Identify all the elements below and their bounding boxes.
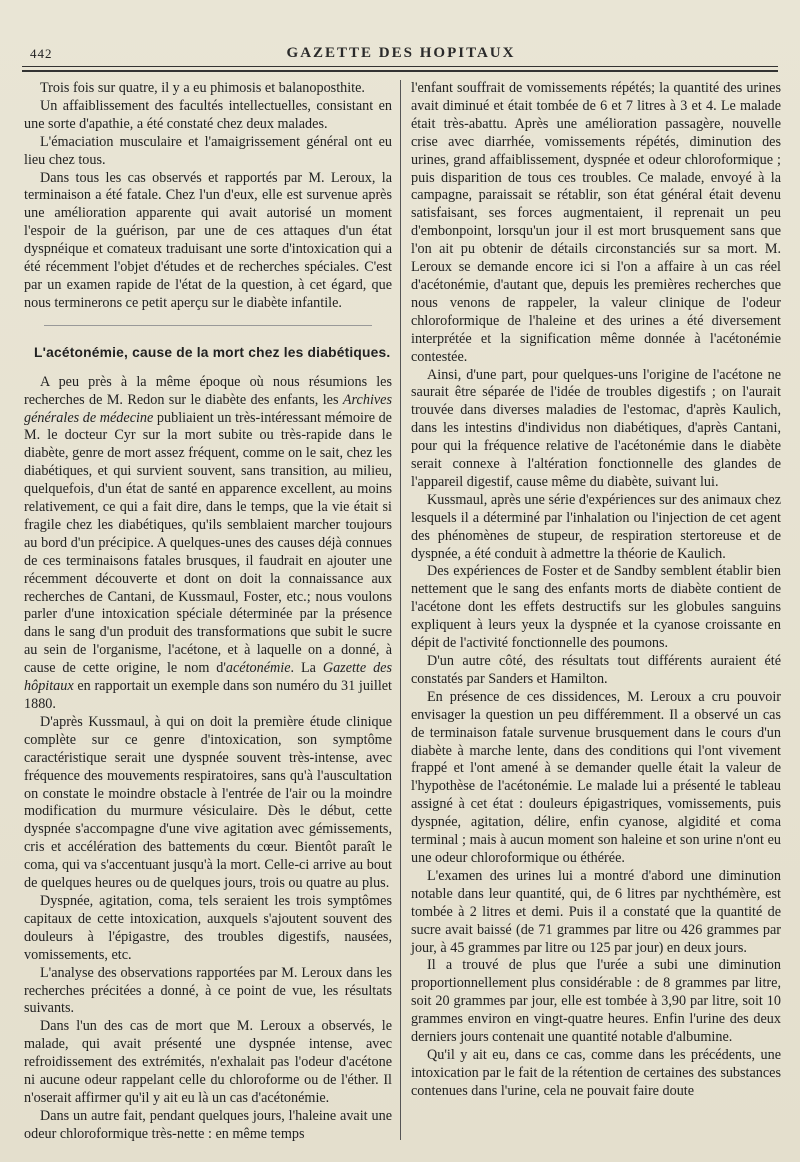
paragraph: l'enfant souffrait de vomissements répétés; la quantité des urines avait diminué et était tombée de 6 et 7 litres à 3 et 4. Le malade était très-abattu. Après une amélioration passagère, nouvelle crise avec diarrhée, vomissements répétés, diminution des urines, grand affaiblissement, dyspnée et odeur chloroformique ; puis disparition de tous ces troubles. Ce malade, envoyé à la campagne, paraissait se rétablir, son état général était devenu satisfaisant, ses forces augmentaient, il reprenait un peu d'embonpoint, lorsqu'un jour il est mort brusquement sans que l'on ait pu obtenir de détails circonstanciés sur sa mort. M. Leroux se demande encore ici si l'on a affaire à un cas réel d'acétonémie, d'autant que, depuis les premières recherches que nous venons de rappeler, la valeur clinique de l'odeur chloroformique de l'haleine et des urines a été diversement interprétée et la signification même donnée à l'acétonémie contestée. <box>411 80 781 365</box>
paragraph: Dans un autre fait, pendant quelques jours, l'haleine avait une odeur chloroformique très-nette : en même temps <box>24 1107 392 1142</box>
paragraph: Des expériences de Foster et de Sandby semblent établir bien nettement que le sang des enfants morts de diabète contient de l'acétone dont les effets destructifs sur les globules sanguins expliquent à leurs yeux la dyspnée et la cyanose croissante en dépit de l'activité fonctionnelle des poumons. <box>411 563 781 652</box>
paragraph: L'émaciation musculaire et l'amaigrissement général ont eu lieu chez tous. <box>24 133 392 168</box>
column-divider <box>400 80 401 1140</box>
paragraph: En présence de ces dissidences, M. Leroux a cru pouvoir envisager la question un peu différemment. Il a observé un cas de terminaison fatale survenue brusquement dans le cours d'un diabète à marche lente, dans des conditions qui l'ont vivement frappé et l'ont amené à se demander quelle était la valeur de l'hypothèse de l'acétonémie. Le malade lui a présenté le tableau assigné à cet état : douleurs épigastriques, vomissements, puis dyspnée, agitation, délire, enfin cyanose, algidité et coma terminal ; mais à aucun moment son haleine et son urine n'ont eu une odeur chloroformique ou éthérée. <box>411 688 781 866</box>
left-column <box>24 80 392 1144</box>
paragraph: Trois fois sur quatre, il y a eu phimosis et balanoposthite. <box>40 80 365 96</box>
paragraph: Ainsi, d'une part, pour quelques-uns l'origine de l'acétone ne saurait être séparée de l'idée de troubles digestifs ; on l'aurait trouvée dans diverses maladies de l'estomac, d'après Kaulich, dans les intestins d'individus non diabétiques, d'après Cantani, pour qui la fréquence relative de l'acétonémie dans le diabète serait connexe à l'altération fonctionnelle des glandes de l'appareil digestif, cause même du diabète, suivant lui. <box>411 366 781 490</box>
page-number: 442 <box>30 46 53 61</box>
journal-title: GAZETTE DES HOPITAUX <box>286 44 516 61</box>
text-run: A peu près à la même époque où nous résumions les recherches de M. Redon sur le diabète des enfants, les <box>24 373 392 408</box>
section-title: L'acétonémie, cause de la mort chez les diabétiques. <box>34 344 391 360</box>
term-italic: acétonémie <box>225 660 291 677</box>
paragraph: Un affaiblissement des facultés intellectuelles, consistant en une sorte d'apathie, a été constaté chez deux malades. <box>24 97 392 132</box>
text-run: en rapportait un exemple dans son numéro du 31 juillet 1880. <box>24 678 392 712</box>
page-header <box>22 40 780 66</box>
text-run: . La <box>290 660 323 677</box>
paragraph: D'après Kussmaul, à qui on doit la première étude clinique complète sur ce genre d'intoxication, son symptôme caractéristique serait une dyspnée souvent très-intense, avec fréquence des mouvements respiratoires, sans qu'à l'auscultation on constate le moindre obstacle à l'entrée de l'air ou la moindre modification du murmure vésiculaire. Dès le début, cette dyspnée s'accompagne d'une vive agitation avec gémissements, cris et accélération des battements du cœur. Bientôt paraît le coma, qui va s'accentuant jusqu'à la mort. Celle-ci arrive au bout de quelques heures ou de quelques jours, trois ou quatre au plus. <box>24 713 392 892</box>
right-column <box>411 80 781 1101</box>
paragraph: Qu'il y ait eu, dans ce cas, comme dans les précédents, une intoxication par le fait de la rétention de certaines des substances contenues dans l'urine, cela ne pouvait faire doute <box>411 1046 781 1099</box>
journal-citation: Archives générales de médecine <box>24 391 392 426</box>
paragraph <box>24 374 392 714</box>
journal-citation: Gazette des hôpitaux <box>24 660 392 695</box>
paragraph: Il a trouvé de plus que l'urée a subi une diminution proportionnellement plus considérable : de 8 grammes par litre, soit 20 grammes par jour, elle est tombée à 3,90 par litre, soit 10 grammes environ en vingt-quatre heures. Enfin l'urine des deux derniers jours contenait une quantité notable d'albumine. <box>411 957 781 1046</box>
text-run: publiaient un très-intéressant mémoire de M. le docteur Cyr sur la mort subite ou très-rapide dans le diabète, genre de mort assez fréquent, comme on le sait, chez les diabétiques, et qui survient souvent, sans transition, au milieu, quelquefois, d'un état de santé en apparence excellent, au moins relativement, ce qui a fait dire, dans le temps, que la vie était si fragile chez les diabétiques, qu'ils semblaient marcher toujours au bord d'un précipice. A quelques-unes des causes déjà connues de ces terminaisons fatales brusques, il faudrait en ajouter une récemment découverte et dont on doit la connaissance aux recherches de Cantani, de Kussmaul, Foster, etc.; nous voulons parler d'une intoxication spéciale déterminée par la présence dans le sang d'un produit des transformations que subit le sucre au sein de l'organisme, l'acétone, et à laquelle on a donné, à cause de cette origine, le nom d' <box>24 409 392 677</box>
paragraph: Dans l'un des cas de mort que M. Leroux a observés, le malade, qui avait présenté une dyspnée intense, avec refroidissement des extrémités, n'exhalait pas l'odeur d'acétone ni aucune odeur rappelant celle du chloroforme ou de l'éther. Il n'oserait affirmer qu'il y ait eu là un cas d'acétonémie. <box>24 1018 392 1106</box>
section-divider <box>44 325 372 326</box>
paragraph: Dyspnée, agitation, coma, tels seraient les trois symptômes capitaux de cette intoxication, auxquels s'ajoutent souvent des douleurs à l'épigastre, des troubles digestifs, nausées, vomissements, etc. <box>24 892 392 963</box>
paragraph: Kussmaul, après une série d'expériences sur des animaux chez lesquels il a déterminé par l'inhalation ou l'injection de cet agent des phénomènes de stupeur, de respiration stertoreuse et de dyspnée, a été conduit à admettre la théorie de Kaulich. <box>411 491 781 562</box>
paragraph: L'analyse des observations rapportées par M. Leroux dans les recherches précitées a donné, à ce point de vue, les résultats suivants. <box>24 964 392 1017</box>
paragraph: L'examen des urines lui a montré d'abord une diminution notable dans leur quantité, qui, de 6 litres par nychthémère, est tombée à 2 litres et demi. Puis il a constaté que la quantité de sucre avait baissé (de 71 grammes par litre ou 426 grammes par jour, à 45 grammes par litre ou 125 par jour) en deux jours. <box>411 867 781 956</box>
paragraph: D'un autre côté, des résultats tout différents auraient été constatés par Sanders et Hamilton. <box>411 653 781 687</box>
paragraph: Dans tous les cas observés et rapportés par M. Leroux, la terminaison a été fatale. Chez l'un d'eux, elle est survenue après une amélioration apparente qui avait autorisé un moment l'espoir de la guérison, par une de ces attaques d'un état dyspnéique et comateux traduisant une sorte d'intoxication qui a été récemment l'objet d'études et de recherches spéciales. C'est par un examen rapide de l'état de la question, à cet égard, que nous terminerons ce petit aperçu sur le diabète infantile. <box>24 169 392 311</box>
header-rule-thick <box>22 70 778 72</box>
header-rule-thin <box>22 66 778 67</box>
